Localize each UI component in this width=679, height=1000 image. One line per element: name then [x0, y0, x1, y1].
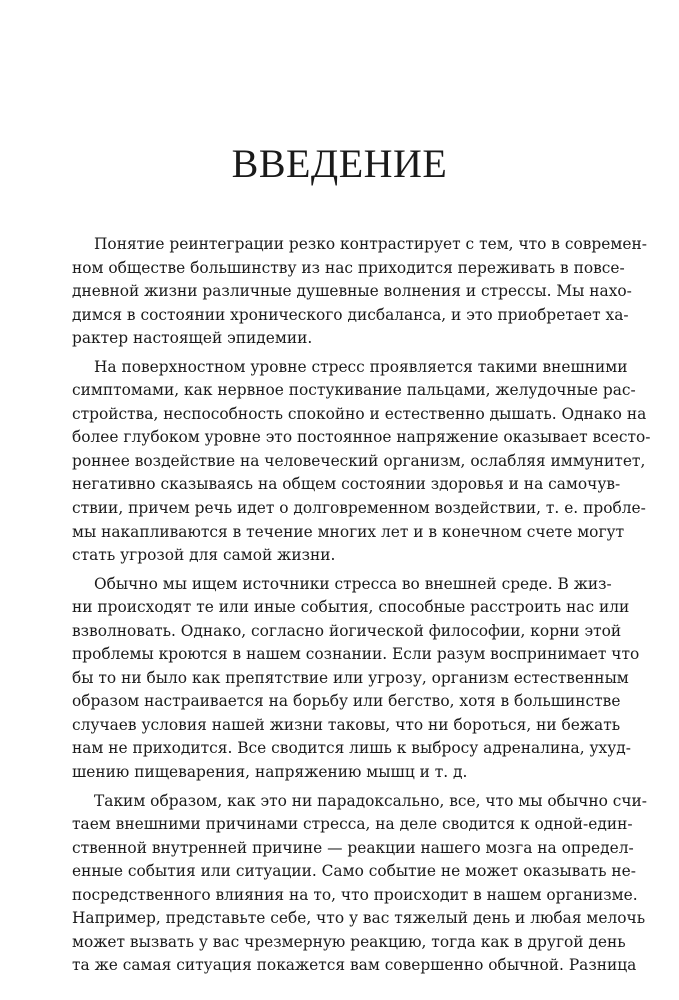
text-line: может вызвать у вас чрезмерную реакцию, тогда как в другой день [72, 932, 626, 951]
text-line: мы накапливаются в течение многих лет и в конечном счете могут [72, 522, 625, 541]
text-line: случаев условия нашей жизни таковы, что ни бороться, ни бежать [72, 715, 621, 734]
text-line: рактер настоящей эпидемии. [72, 329, 313, 348]
text-line: нам не приходится. Все сводится лишь к выбросу адреналина, ухуд- [72, 739, 631, 758]
text-line: На поверхностном уровне стресс проявляется такими внешними [94, 357, 628, 376]
text-line: Понятие реинтеграции резко контрастирует с тем, что в современ- [94, 235, 647, 253]
text-line: Таким образом, как это ни парадоксально, все, что мы обычно счи- [94, 791, 648, 810]
text-line: таем внешними причинами стресса, на деле сводится к одной-един- [72, 815, 633, 834]
text-line: дневной жизни различные душевные волнения и стрессы. Мы нахо- [72, 282, 632, 301]
paragraph [72, 233, 647, 351]
text-line: роннее воздействие на человеческий организм, ослабляя иммунитет, [72, 451, 646, 470]
body-text [72, 233, 651, 983]
text-line: симптомами, как нервное постукивание пальцами, желудочные рас- [72, 381, 636, 400]
text-line: образом настраивается на борьбу или бегство, хотя в большинстве [72, 692, 621, 711]
text-line: негативно сказываясь на общем состоянии здоровья и на самочув- [72, 475, 621, 494]
text-line: стройства, неспособность спокойно и естественно дышать. Однако на [72, 404, 647, 423]
text-line: димся в состоянии хронического дисбаланса, и это приобретает ха- [72, 305, 629, 324]
text-line: Например, представьте себе, что у вас тяжелый день и любая мелочь [72, 909, 646, 928]
text-line: посредственного влияния на то, что происходит в нашем организме. [72, 885, 638, 904]
text-line: Обычно мы ищем источники стресса во внешней среде. В жиз- [94, 574, 612, 593]
paragraph [72, 790, 648, 978]
text-line: ственной внутренней причине — реакции нашего мозга на определ- [72, 838, 634, 857]
text-line: бы то ни было как препятствие или угрозу, организм естественным [72, 668, 629, 687]
text-line: взволновать. Однако, согласно йогической философии, корни этой [72, 621, 622, 640]
paragraph [72, 356, 651, 568]
chapter-title: ВВЕДЕНИЕ [231, 141, 448, 186]
text-line: более глубоком уровне это постоянное напряжение оказывает всесто- [72, 428, 651, 447]
paragraph [72, 573, 640, 785]
text-line: ствии, причем речь идет о долговременном воздействии, т. е. пробле- [72, 499, 646, 518]
text-line: ном обществе большинству из нас приходится переживать в повсе- [72, 258, 625, 277]
text-line: енные события или ситуации. Само событие не может оказывать не- [72, 862, 636, 881]
text-line: проблемы кроются в нашем сознании. Если разум воспринимает что [72, 645, 640, 664]
text-line: ни происходят те или иные события, способные расстроить нас или [72, 598, 630, 617]
text-line: стать угрозой для самой жизни. [72, 546, 336, 565]
text-line: та же самая ситуация покажется вам совершенно обычной. Разница [72, 956, 637, 975]
text-line: шению пищеварения, напряжению мышц и т. д. [72, 763, 468, 782]
